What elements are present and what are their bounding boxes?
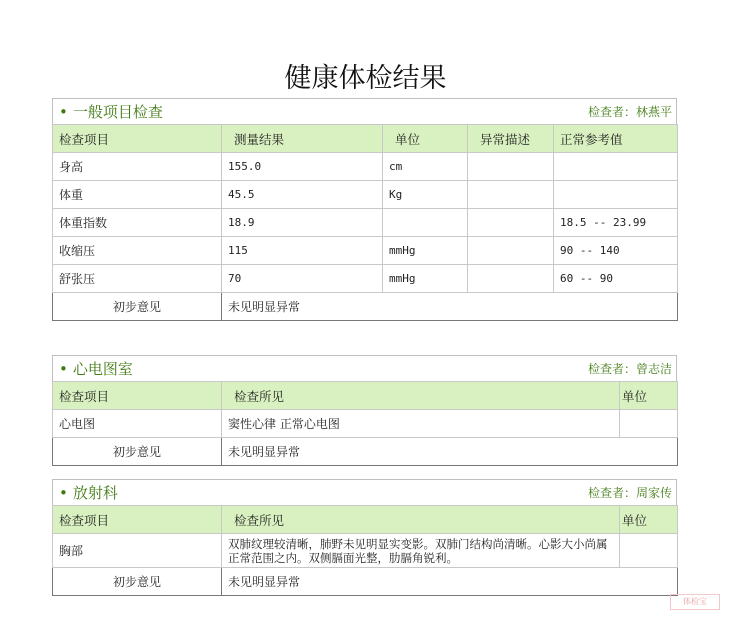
measured-value: 155.0 [222, 153, 383, 181]
abnormal-description [468, 209, 554, 237]
section-header [52, 98, 677, 124]
radiology-section [52, 479, 677, 596]
column-header: 单位 [620, 382, 678, 410]
column-header: 检查所见 [222, 382, 620, 410]
unit: mmHg [383, 265, 468, 293]
opinion-row [53, 568, 678, 596]
section-header [52, 479, 677, 505]
table-row [53, 209, 678, 237]
item-name: 胸部 [53, 534, 222, 568]
table-row [53, 410, 678, 438]
opinion-label: 初步意见 [53, 438, 222, 466]
finding-text: 双肺纹理较清晰，肺野未见明显实变影。双肺门结构尚清晰。心影大小尚属正常范围之内。双侧膈面光整，肋膈角锐利。 [222, 534, 620, 568]
ecg-section [52, 355, 677, 466]
column-header: 检查项目 [53, 506, 222, 534]
examiner-name: 检查者：林燕平 [587, 105, 672, 119]
unit: mmHg [383, 237, 468, 265]
bullet-icon: • [59, 484, 68, 502]
column-header: 检查项目 [53, 125, 222, 153]
abnormal-description [468, 181, 554, 209]
reference-range: 60 -- 90 [554, 265, 678, 293]
table-row [53, 181, 678, 209]
unit: cm [383, 153, 468, 181]
opinion-row [53, 438, 678, 466]
item-name: 收缩压 [53, 237, 222, 265]
column-header: 检查所见 [222, 506, 620, 534]
item-name: 体重 [53, 181, 222, 209]
watermark: 体检宝 [670, 594, 720, 610]
opinion-value: 未见明显异常 [222, 293, 678, 321]
bullet-icon: • [59, 103, 68, 121]
measured-value: 18.9 [222, 209, 383, 237]
item-name: 舒张压 [53, 265, 222, 293]
measured-value: 115 [222, 237, 383, 265]
section-title: 一般项目检查 [72, 103, 163, 121]
radiology-table [52, 505, 678, 596]
measured-value: 70 [222, 265, 383, 293]
abnormal-description [468, 153, 554, 181]
abnormal-description [468, 237, 554, 265]
table-row [53, 153, 678, 181]
opinion-value: 未见明显异常 [222, 438, 678, 466]
column-header: 检查项目 [53, 382, 222, 410]
section-header [52, 355, 677, 381]
finding-text: 窦性心律 正常心电图 [222, 410, 620, 438]
opinion-label: 初步意见 [53, 568, 222, 596]
reference-range: 18.5 -- 23.99 [554, 209, 678, 237]
general-exam-section [52, 98, 677, 321]
examiner-name: 检查者：曾志洁 [587, 362, 672, 376]
unit: Kg [383, 181, 468, 209]
reference-range [554, 153, 678, 181]
unit [620, 534, 678, 568]
opinion-value: 未见明显异常 [222, 568, 678, 596]
general-exam-table [52, 124, 678, 321]
item-name: 身高 [53, 153, 222, 181]
ecg-table [52, 381, 678, 466]
column-header: 测量结果 [222, 125, 383, 153]
item-name: 体重指数 [53, 209, 222, 237]
table-header-row [53, 382, 678, 410]
table-header-row [53, 125, 678, 153]
unit [620, 410, 678, 438]
table-row [53, 265, 678, 293]
column-header: 正常参考值 [554, 125, 678, 153]
reference-range: 90 -- 140 [554, 237, 678, 265]
opinion-row [53, 293, 678, 321]
column-header: 异常描述 [468, 125, 554, 153]
examiner-name: 检查者：周家传 [587, 486, 672, 500]
section-title: 心电图室 [72, 360, 133, 378]
abnormal-description [468, 265, 554, 293]
table-row [53, 237, 678, 265]
bullet-icon: • [59, 360, 68, 378]
page-title: 健康体检结果 [284, 63, 447, 94]
measured-value: 45.5 [222, 181, 383, 209]
table-header-row [53, 506, 678, 534]
table-row [53, 534, 678, 568]
section-title: 放射科 [72, 484, 118, 502]
unit [383, 209, 468, 237]
item-name: 心电图 [53, 410, 222, 438]
column-header: 单位 [383, 125, 468, 153]
reference-range [554, 181, 678, 209]
opinion-label: 初步意见 [53, 293, 222, 321]
column-header: 单位 [620, 506, 678, 534]
